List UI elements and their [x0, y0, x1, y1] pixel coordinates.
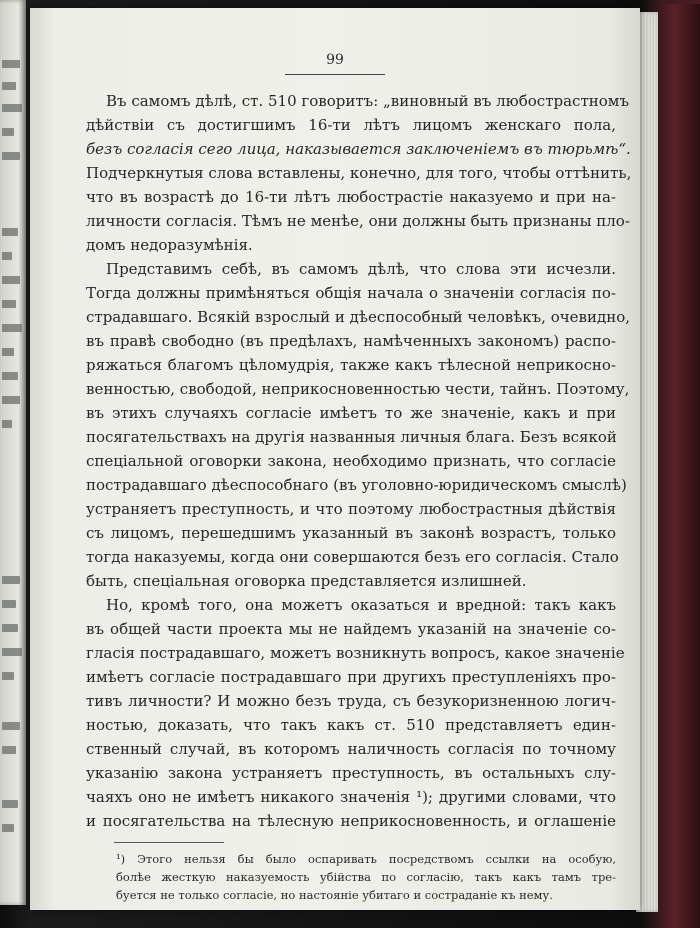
text-line: венностью, свободой, неприкосновенностью чести, тайнъ. Поэтому,	[86, 380, 630, 398]
footnote-rule	[114, 842, 224, 843]
header-rule	[285, 74, 385, 75]
book-cover-edge	[658, 4, 700, 928]
text-line: личности согласія. Тѣмъ не менѣе, они должны быть признаны пло-	[86, 212, 630, 230]
text-line: страдавшаго. Всякій взрослый и дѣеспособный человѣкъ, очевидно,	[86, 308, 631, 326]
text-line: дѣйствіи съ достигшимъ 16-ти лѣтъ лицомъ женскаго пола,	[86, 116, 616, 134]
left-page-edge	[0, 0, 26, 905]
text-line: Тогда должны примѣняться общія начала о значеніи согласія по-	[86, 284, 616, 302]
text-line: посягательствахъ на другія названныя личныя блага. Безъ всякой	[86, 428, 617, 446]
text-line: въ общей части проекта мы не найдемъ указаній на значеніе со-	[86, 620, 616, 638]
text-line: ряжаться благомъ цѣломудрія, также какъ тѣлесной неприкосно-	[86, 356, 616, 374]
text-line: имѣетъ согласіе пострадавшаго при другихъ преступленіяхъ про-	[86, 668, 616, 686]
text-line: пострадавшаго дѣеспособнаго (въ уголовно-юридическомъ смыслѣ)	[86, 476, 627, 494]
footnote-line: болѣе жесткую наказуемость убійства по согласію, такъ какъ тамъ тре-	[116, 870, 616, 884]
text-line: и посягательства на тѣлесную неприкосновенность, и оглашеніе	[86, 812, 616, 830]
text-line: быть, спеціальная оговорка представляется излишней.	[86, 572, 527, 590]
text-line: Но, кромѣ того, она можетъ оказаться и вредной: такъ какъ	[106, 596, 616, 614]
text-line: въ этихъ случаяхъ согласіе имѣетъ то же значеніе, какъ и при	[86, 404, 616, 422]
text-line: что въ возрастѣ до 16-ти лѣтъ любострастіе наказуемо и при на-	[86, 188, 616, 206]
text-line: ственный случай, въ которомъ наличность согласія по точному	[86, 740, 616, 758]
text-line: Подчеркнутыя слова вставлены, конечно, для того, чтобы оттѣнить,	[86, 164, 632, 182]
text-line: гласія пострадавшаго, можетъ возникнуть вопросъ, какое значеніе	[86, 644, 625, 662]
footnote-line: ¹) Этого нельзя бы было оспаривать посредствомъ ссылки на особую,	[116, 852, 616, 866]
text-line: Представимъ себѣ, въ самомъ дѣлѣ, что слова эти исчезли.	[106, 260, 616, 278]
footnote-line: буется не только согласіе, но настояніе убитаго и состраданіе къ нему.	[116, 888, 553, 902]
text-line: безъ согласія сего лица, наказывается заключеніемъ въ тюрьмѣ“.	[86, 140, 631, 158]
text-line: чаяхъ оно не имѣетъ никакого значенія ¹); другими словами, что	[86, 788, 616, 806]
text-line: указанію закона устраняетъ преступность, въ остальныхъ слу-	[86, 764, 616, 782]
page-number: 99	[326, 52, 344, 68]
text-line: Въ самомъ дѣлѣ, ст. 510 говоритъ: „виновный въ любострастномъ	[106, 92, 629, 110]
text-line: съ лицомъ, перешедшимъ указанный въ законѣ возрастъ, только	[86, 524, 616, 542]
text-line: ностью, доказать, что такъ какъ ст. 510 представляетъ един-	[86, 716, 616, 734]
text-line: въ правѣ свободно (въ предѣлахъ, намѣченныхъ закономъ) распо-	[86, 332, 616, 350]
left-page-text-fragments	[0, 0, 26, 905]
text-line: устраняетъ преступность, и что поэтому любострастныя дѣйствія	[86, 500, 616, 518]
text-line: тогда наказуемы, когда они совершаются безъ его согласія. Стало	[86, 548, 619, 566]
text-line: спеціальной оговорки закона, необходимо признать, что согласіе	[86, 452, 616, 470]
text-line: домъ недоразумѣнія.	[86, 236, 253, 254]
right-page	[30, 8, 640, 910]
text-line: тивъ личности? И можно безъ труда, съ безукоризненною логич-	[86, 692, 616, 710]
